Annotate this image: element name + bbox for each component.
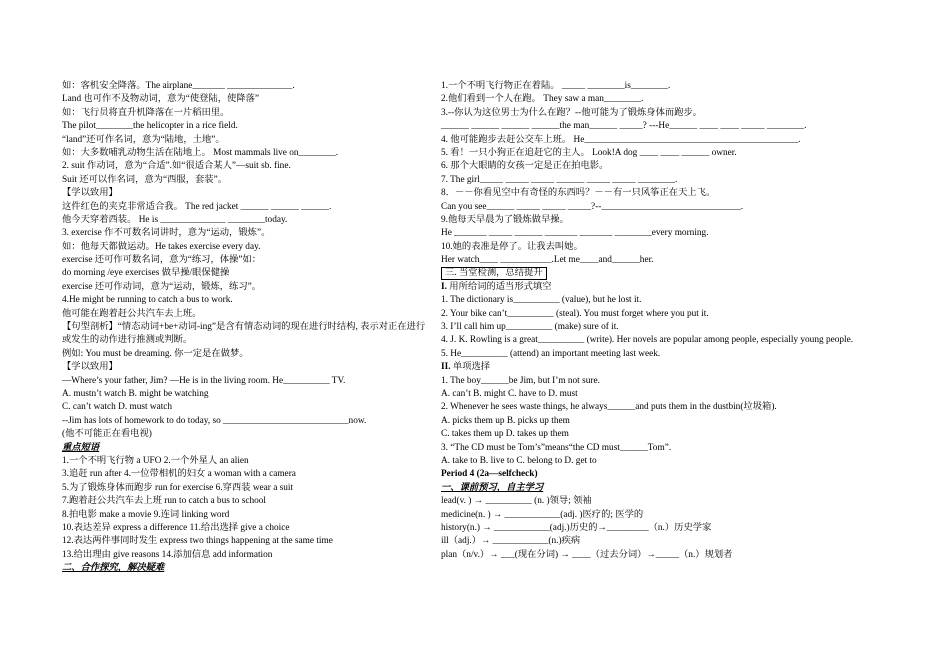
right-line: 2. Your bike can’t__________ (steal). You must forget where you put it. (441, 308, 709, 319)
left-line: 他可能在跑着赶公共汽车去上班。 (62, 308, 202, 319)
right-line: A. can’t B. might C. have to D. must (441, 389, 578, 399)
right-line: ______ ______ ______ ______the man______ _____? ---He______ ____ ____ _____ ________. (441, 121, 807, 132)
left-line: (他不可能正在看电视) (62, 429, 152, 440)
left-line: 他今天穿着西装。 He is ______________ ________today. (62, 214, 288, 225)
left-line: exercise 还可作动词，意为“运动，锻炼，练习”。 (62, 281, 262, 292)
left-line: 2. suit 作动词，意为“合适”.如“很适合某人”—suit sb. fine. (62, 161, 291, 172)
left-line: exercise 还可作可数名词，意为“练习，体操”如： (62, 255, 262, 266)
right-line: 3. I’ll call him up__________ (make) sure of it. (441, 322, 619, 333)
right-line (441, 267, 891, 280)
right-line: 7. The girl_____ _____ _____ ______ _____ _____ ________. (441, 174, 678, 185)
left-line: 3. exercise 作不可数名词讲时，意为“运动，锻炼”。 (62, 228, 271, 239)
right-line: 3. “The CD must be Tom’s”means“the CD must______Tom”. (441, 442, 672, 453)
right-line: ill（adj.）→ ____________(n.)疾病 (441, 536, 581, 547)
right-line: 9.他每天早晨为了锻炼做早操。 (441, 214, 569, 225)
section-heading: Period 4 (2a—selfcheck) (441, 469, 538, 480)
left-line: A. mustn’t watch B. might be watching (62, 389, 209, 400)
left-line: 13.给出理由 give reasons 14.添加信息 add information (62, 549, 273, 560)
left-line: Suit 还可以作名词，意为“西服，套装”。 (62, 174, 228, 185)
roman-numeral: I. (441, 281, 447, 292)
left-line: 7.跑着赶公共汽车去上班 run to catch a bus to school (62, 496, 266, 507)
right-line: C. takes them up D. takes up them (441, 429, 569, 440)
right-line: A. take to B. live to C. belong to D. get to (441, 455, 597, 466)
left-line: —Where’s your father, Jim? —He is in the living room. He__________ TV. (62, 375, 346, 386)
left-line: 【学以致用】 (62, 188, 118, 199)
left-line (62, 442, 434, 455)
right-line: I. 用所给词的适当形式填空 (441, 281, 552, 292)
right-line: 5. 看！一只小狗正在追赶它的主人。 Look!A dog ____ ____ ______ owner. (441, 147, 737, 158)
left-column (62, 80, 434, 575)
left-line: 这件红色的夹克非常适合我。 The red jacket ______ ______ ______. (62, 201, 332, 212)
left-line: The pilot________the helicopter in a rice field. (62, 121, 238, 132)
right-line: lead(v. ) → __________ (n. )领导; 领袖 (441, 496, 592, 507)
right-line: He _______ _____ ______ _______ _______ ________every morning. (441, 228, 709, 239)
left-line: 1.一个不明飞行物 a UFO 2.一个外星人 an alien (62, 455, 249, 466)
section-heading: 重点短语 (62, 442, 100, 453)
right-line: medicine(n. ) → ____________(adj. )医疗的; 医学的 (441, 509, 644, 520)
left-line: 【句型剖析】“情态动词+be+动词-ing”是含有情态动词的现在进行时结构, 表示对正在进行或发生的动作进行推测或判断。 (62, 322, 426, 346)
left-line: 例如: You must be dreaming. 你一定是在做梦。 (62, 348, 249, 359)
right-line: Her watch____ ___________.Let me____and______her. (441, 255, 654, 266)
right-column (441, 80, 891, 562)
left-line: 12.表达两件事同时发生 express two things happening at the same time (62, 536, 333, 547)
right-line: 4. J. K. Rowling is a great__________ (write). Her novels are popular among people, especially young people. (441, 335, 854, 346)
right-line (441, 482, 891, 495)
left-line: Land 也可作不及物动词，意为“使登陆，使降落” (62, 94, 260, 105)
section-heading: 二、合作探究，解决疑难 (62, 563, 165, 574)
right-line: history(n.) → ____________(adj.)历史的→_________（n.）历史学家 (441, 522, 712, 533)
roman-numeral: II. (441, 362, 451, 373)
right-line: 2. Whenever he sees waste things, he always______and puts them in the dustbin(垃圾箱). (441, 402, 777, 413)
left-line: 如：飞行员将直升机降落在一片稻田里。 (62, 107, 230, 118)
right-line: II. 单项选择 (441, 362, 491, 373)
right-line: 1. The boy______be Jim, but I’m not sure. (441, 375, 600, 386)
right-line (441, 468, 891, 481)
left-line: 4.He might be running to catch a bus to work. (62, 295, 233, 306)
right-line: 10.她的表准是停了。让我去叫她。 (441, 241, 583, 252)
right-line: A. picks them up B. picks up them (441, 415, 570, 426)
left-line: “land”还可作名词，意为“陆地，土地”。 (62, 134, 225, 145)
left-line: 【学以致用】 (62, 362, 118, 373)
right-line: 1.一个不明飞行物正在着陆。 _____ ________is________. (441, 81, 671, 91)
section-heading: 三. 当堂检测，总结提升 (441, 267, 547, 280)
right-line: 4. 他可能跑步去赶公交车上班。 He______________________________________________. (441, 134, 801, 145)
section-heading: 一、课前预习，自主学习 (441, 482, 544, 493)
left-line: 8.拍电影 make a movie 9.连词 linking word (62, 509, 230, 520)
right-line: 2.他们看到一个人在跑。 They saw a man________. (441, 94, 644, 105)
left-line: 如：大多数哺乳动物生活在陆地上。 Most mammals live on________. (62, 147, 339, 158)
right-line: 8．－－你看见空中有奇怪的东西吗？－－有一只风筝正在天上飞。 (441, 188, 716, 199)
right-line: Can you see______ _____ _____ _____?--______________________________. (441, 201, 744, 212)
left-line: 如：他每天都做运动。He takes exercise every day. (62, 241, 261, 252)
left-line: --Jim has lots of homework to do today, so ___________________________now. (62, 415, 367, 426)
left-line: C. can’t watch D. must watch (62, 402, 173, 413)
right-line: 1. The dictionary is__________ (value), but he lost it. (441, 295, 642, 306)
left-line: 3.追赶 run after 4.一位带相机的妇女 a woman with a camera (62, 469, 296, 480)
left-line: 如：客机安全降落。The airplane_______ ______________. (62, 81, 295, 91)
right-line: 3.--你认为这位男士为什么在跑？--他可能为了锻炼身体而跑步。 (441, 107, 703, 118)
left-line: do morning /eye exercises 做早操/眼保健操 (62, 268, 230, 279)
right-line: plan（n/v.）→ ___(现在分词) → ____（过去分词）→_____（n.）规划者 (441, 549, 733, 560)
left-line: 10.表达差异 express a difference 11.给出选择 give a choice (62, 522, 290, 533)
left-line (62, 562, 434, 575)
right-line: 5. He__________ (attend) an important meeting last week. (441, 348, 661, 359)
right-line: 6. 那个大眼睛的女孩一定是正在拍电影。 (441, 161, 609, 172)
left-line: 5.为了锻炼身体而跑步 run for exercise 6.穿西装 wear a suit (62, 482, 294, 493)
